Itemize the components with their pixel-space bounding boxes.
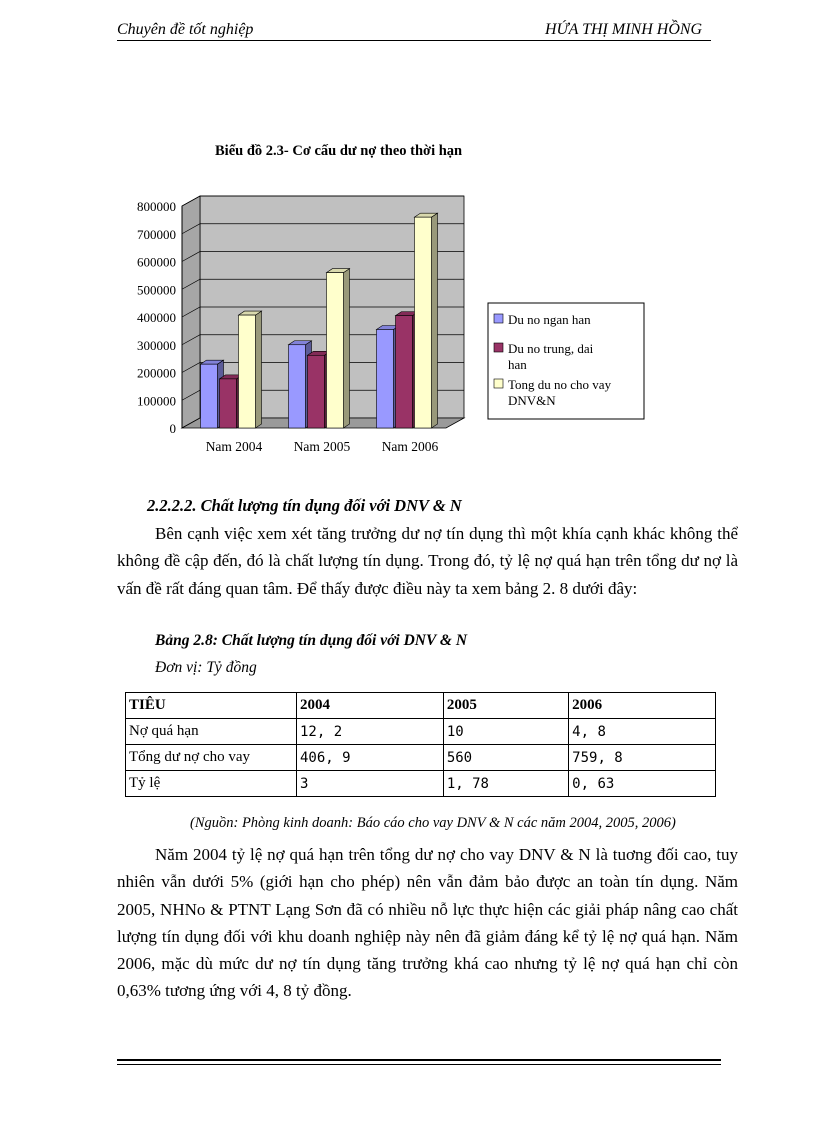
header-cell: 2006	[569, 693, 716, 719]
table-row	[126, 745, 716, 771]
paragraph-1: Bên cạnh việc xem xét tăng trưởng dư nợ tín dụng thì một khía cạnh khác không thể không đề cập đến, đó là chất lượng tín dụng. Trong đó, tỷ lệ nợ quá hạn trên tổng dư nợ là vấn đề rất đáng quan tâm. Để thấy được điều này ta xem bảng 2. 8 dưới đây:	[117, 524, 738, 598]
bar-chart	[100, 185, 660, 475]
table-cell: 10	[443, 719, 568, 745]
y-tick-label: 200000	[137, 365, 176, 381]
bar	[239, 315, 256, 428]
section-heading: 2.2.2.2. Chất lượng tín dụng đối với DNV & N	[147, 496, 462, 515]
bar	[220, 379, 237, 428]
table-source: (Nguồn: Phòng kinh doanh: Báo cáo cho vay DNV & N các năm 2004, 2005, 2006)	[190, 815, 676, 831]
y-tick-label: 800000	[137, 199, 176, 214]
row-label: Tỷ lệ	[126, 771, 297, 797]
header-rule	[117, 40, 711, 41]
table-header-row	[126, 693, 716, 719]
legend-label: DNV&N	[508, 393, 556, 408]
bar-side	[344, 269, 350, 428]
bar	[415, 217, 432, 428]
legend-swatch	[494, 379, 503, 388]
header-cell: TIÊU	[126, 693, 297, 719]
table-row	[126, 771, 716, 797]
footer-rule	[117, 1059, 721, 1061]
header-cell: 2004	[297, 693, 444, 719]
table-cell: 0, 63	[569, 771, 716, 797]
legend-label: han	[508, 357, 527, 372]
footer-rule-thin	[117, 1064, 721, 1065]
paragraph-2: Năm 2004 tỷ lệ nợ quá hạn trên tổng dư nợ cho vay DNV & N là tuơng đối cao, tuy nhiên vẫn dưới 5% (giới hạn cho phép) nên vẫn đảm bảo được an toàn tín dụng. Năm 2005, NHNo & PTNT Lạng Sơn đã có nhiều nỗ lực thực hiện các giải pháp nâng cao chất lượng tín dụng đối với khu doanh nghiệp này nên đã giảm đáng kể tỷ lệ nợ quá hạn. Năm 2006, mặc dù mức dư nợ tín dụng tăng trưởng khá cao nhưng tỷ lệ nợ quá hạn chỉ còn 0,63% tương ứng với 4, 8 tỷ đồng.	[117, 845, 738, 1001]
y-tick-label: 600000	[137, 254, 176, 270]
bar-side	[256, 311, 262, 428]
bar	[396, 316, 413, 428]
header-cell: 2005	[443, 693, 568, 719]
y-tick-label: 100000	[137, 393, 176, 409]
table-cell: 4, 8	[569, 719, 716, 745]
credit-quality-table	[125, 692, 716, 797]
x-tick-label: Nam 2005	[293, 439, 351, 454]
legend-label: Du no trung, dai	[508, 341, 594, 356]
bar	[308, 355, 325, 428]
y-tick-label: 700000	[137, 226, 176, 242]
x-tick-label: Nam 2004	[205, 439, 263, 454]
bar	[289, 345, 306, 428]
legend-label: Du no ngan han	[508, 312, 591, 327]
bar-side	[432, 213, 438, 428]
row-label: Nợ quá hạn	[126, 719, 297, 745]
table-cell: 3	[297, 771, 444, 797]
table-row	[126, 719, 716, 745]
y-tick-label: 300000	[137, 337, 176, 353]
y-tick-label: 0	[169, 421, 176, 436]
y-tick-label: 400000	[137, 310, 176, 325]
bar	[201, 364, 218, 428]
table-cell: 1, 78	[443, 771, 568, 797]
table-unit: Đơn vị: Tỷ đồng	[155, 659, 257, 676]
bar	[377, 329, 394, 428]
legend-swatch	[494, 314, 503, 323]
table-cell: 12, 2	[297, 719, 444, 745]
table-caption: Bảng 2.8: Chất lượng tín dụng đối với DNV & N	[155, 632, 468, 649]
table-cell: 759, 8	[569, 745, 716, 771]
y-tick-label: 500000	[137, 282, 176, 298]
legend-swatch	[494, 343, 503, 352]
chart-title: Biểu đồ 2.3- Cơ cấu dư nợ theo thời hạn	[215, 143, 463, 159]
header-left: Chuyên đề tốt nghiệp	[117, 21, 254, 38]
bar	[327, 273, 344, 428]
x-tick-label: Nam 2006	[381, 439, 439, 454]
legend-label: Tong du no cho vay	[508, 377, 612, 392]
table-cell: 560	[443, 745, 568, 771]
table-cell: 406, 9	[297, 745, 444, 771]
row-label: Tổng dư nợ cho vay	[126, 745, 297, 771]
header-right: HỨA THỊ MINH HỒNG	[545, 21, 703, 38]
